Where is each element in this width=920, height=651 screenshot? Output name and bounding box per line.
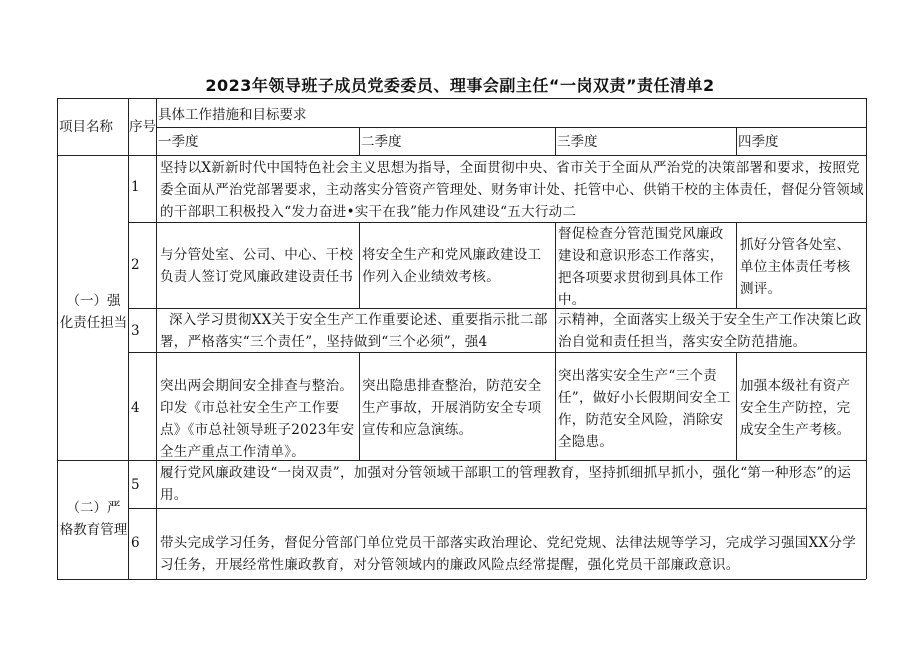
row-measure-text: 履行党风廉政建设“一岗双责”，加强对分管领域干部职工的管理教育，坚持抓细抓早抓小，强化“第一种形态”的运用。 [160, 465, 852, 503]
header-q3: 三季度 [557, 134, 598, 150]
row-q1-text: 与分管处室、公司、中心、干校负责人签订党风廉政建设责任书 [160, 247, 354, 285]
row-number: 1 [131, 179, 140, 195]
row-q3-text: 督促检查分管范围党风廉政建设和意识形态工作落实，把各项要求贯彻到具体工作中。 [558, 226, 724, 308]
table-rule [359, 127, 360, 155]
header-serial-no: 序号 [129, 119, 156, 135]
row-number: 6 [131, 535, 140, 551]
table-rule [555, 222, 556, 308]
row-measure-text: 带头完成学习任务，督促分管部门单位党员干部落实政治理论、党纪党规、法律法规等学习，完成学习强国XX分学习任务，开展经常性廉政教育，对分管领域内的廉政风险点经常提醒，强化党员干部廉政意识。 [160, 535, 857, 573]
row-q1-text: 突出两会期间安全排查与整治。印发《市总社安全生产工作要点》《市总社领导班子2023年安全生产重点工作清单》。 [160, 378, 355, 460]
row-number: 5 [131, 477, 140, 493]
row-q4-text: 抓好分管各处室、单位主体责任考核测评。 [740, 237, 851, 297]
group-label [59, 290, 128, 334]
group-label-line: 格教育管理 [59, 522, 128, 538]
table-rule [156, 98, 157, 579]
table-rule [359, 222, 360, 308]
table-rule [57, 579, 866, 580]
header-measures: 具体工作措施和目标要求 [158, 107, 307, 123]
header-q4: 四季度 [738, 134, 779, 150]
table-rule [57, 98, 866, 99]
row-measure-text: 坚持以X新新时代中国特色社会主义思想为指导，全面贯彻中央、省市关于全面从严治党的决策部署和要求，按照党委全面从严治党部署要求，主动落实分管资产管理处、财务审计处、托管中心、供销干校的主体责任，督促分管领域的干部职工积极投入“发力奋进•实干在我”能力作风建设“五大行动二 [160, 160, 864, 220]
table-rule [555, 127, 556, 155]
table-rule [555, 352, 556, 460]
group-label-line: （一）强 [66, 293, 121, 309]
table-rule [57, 155, 866, 156]
row-number: 4 [131, 400, 140, 416]
header-q2: 二季度 [361, 134, 402, 150]
header-project-name: 项目名称 [59, 119, 113, 135]
table-rule [555, 308, 556, 352]
table-rule [736, 352, 737, 460]
row-q2-text: 将安全生产和党风廉政建设工作列入企业绩效考核。 [362, 247, 542, 285]
table-rule [128, 98, 129, 579]
row-measure-left: 深入学习贯彻XX关于安全生产工作重要论述、重要指示批二部署，严格落实“三个责任”，坚持做到“三个必须”，强4 [160, 312, 548, 350]
row-number: 2 [131, 257, 140, 273]
table-rule [156, 127, 866, 128]
table-rule [128, 508, 866, 509]
table-rule [359, 352, 360, 460]
row-q2-text: 突出隐患排查整治，防范安全生产事故，开展消防安全专项宣传和应急演练。 [362, 378, 542, 438]
header-q1: 一季度 [158, 134, 199, 150]
table-rule [57, 98, 58, 579]
row-number: 3 [131, 323, 140, 339]
row-q3-text: 突出落实安全生产“三个责任”，做好小长假期间安全工作，防范安全风险，消除安全隐患。 [558, 368, 731, 450]
row-measure-right: 示精神，全面落实上级关于安全生产工作决策匕政治自觉和责任担当，落实安全防范措施。 [558, 312, 862, 350]
group-label-line: （二）严 [66, 500, 121, 516]
table-rule [736, 127, 737, 155]
group-label-line: 化责任担当 [59, 315, 128, 331]
table-rule [866, 98, 867, 579]
group-label [59, 497, 128, 541]
row-q4-text: 加强本级社有资产安全生产防控，完成安全生产考核。 [740, 378, 851, 438]
page-title: 2023年领导班子成员党委委员、理事会副主任“一岗双责”责任清单2 [205, 76, 715, 95]
table-rule [736, 222, 737, 308]
